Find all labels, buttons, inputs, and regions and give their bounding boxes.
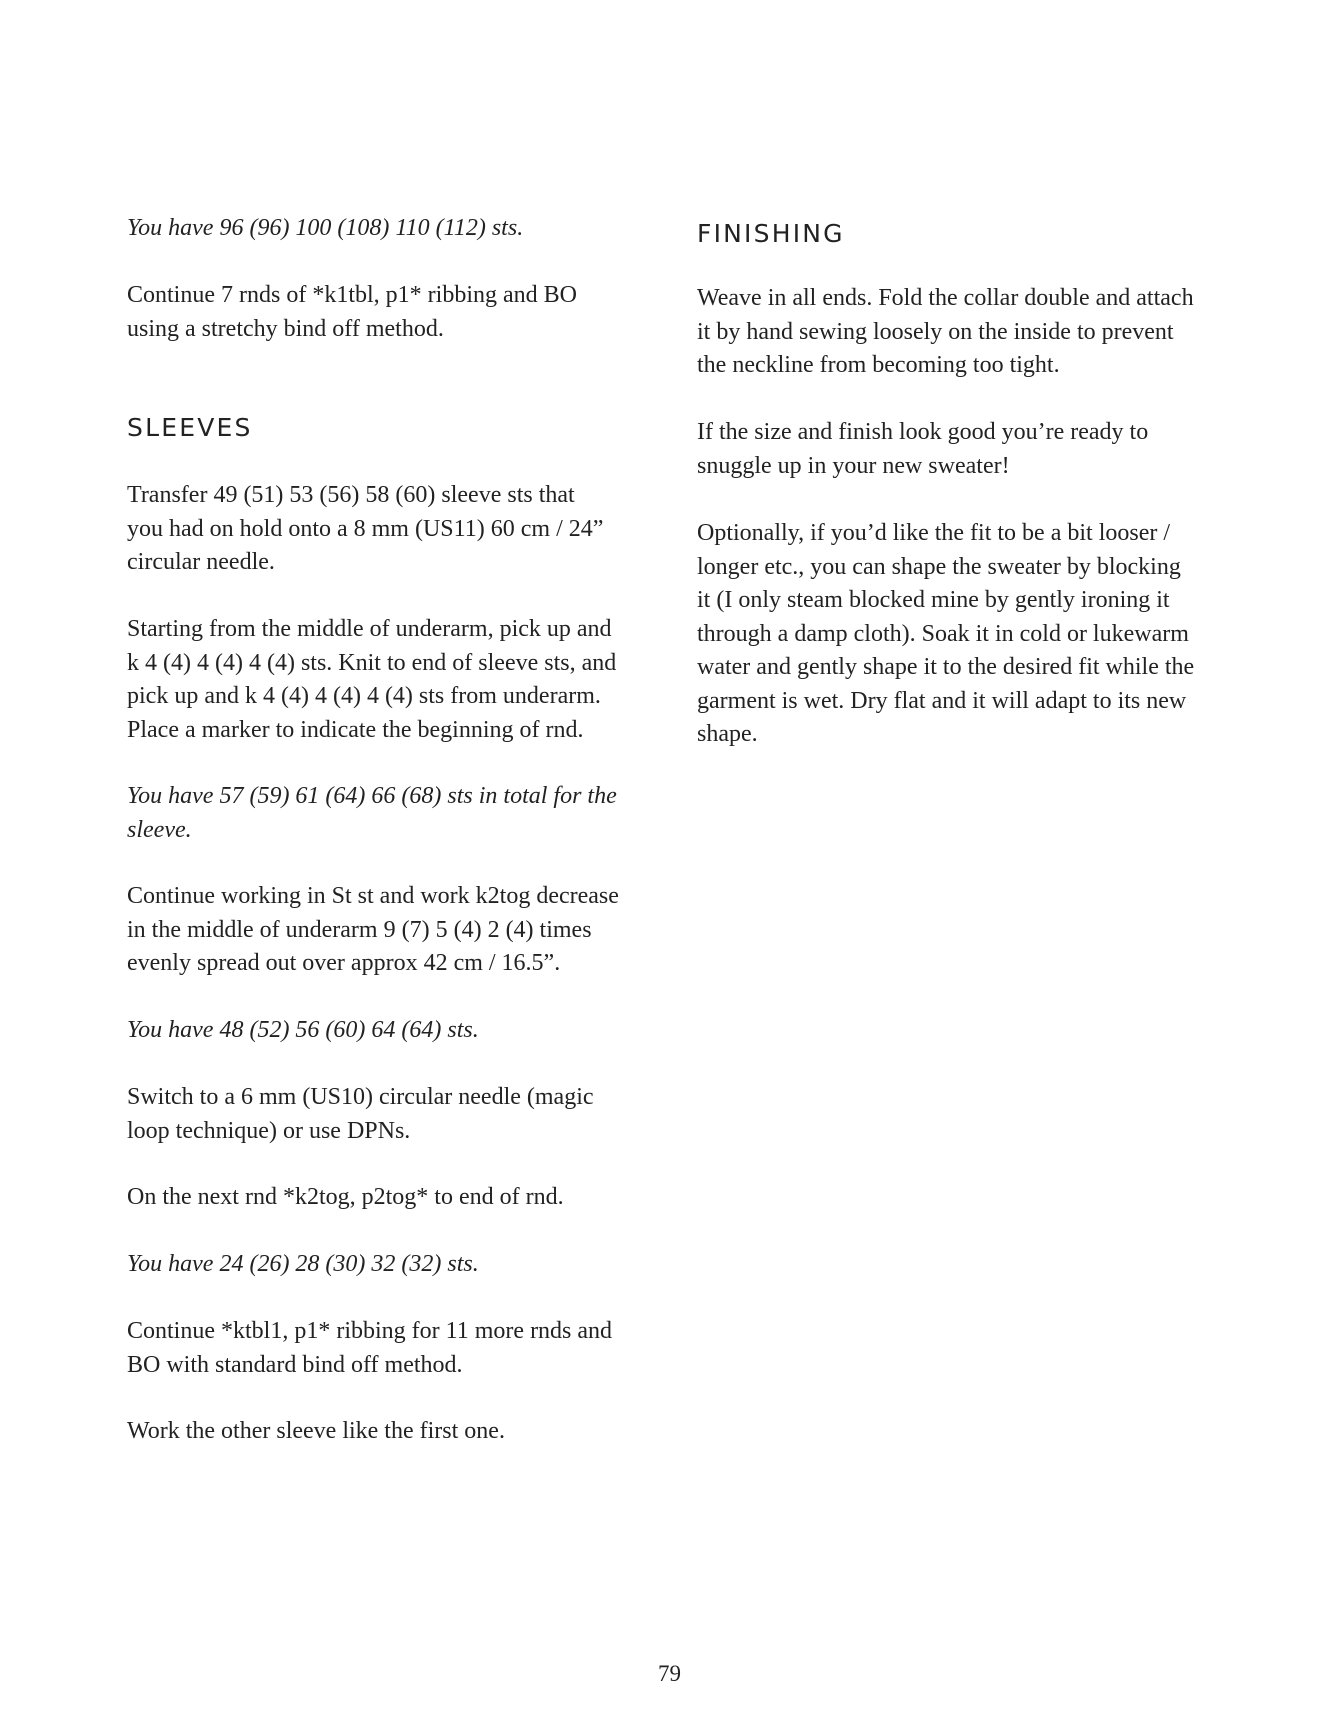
text-line: through a damp cloth). Soak it in cold or lukewarm xyxy=(697,620,1189,647)
text-line: If the size and finish look good you’re ready to xyxy=(697,419,1149,445)
text-line: Continue working in St st and work k2tog decrease xyxy=(127,883,619,909)
text-line: in the middle of underarm 9 (7) 5 (4) 2 (4) times xyxy=(127,916,592,943)
needle-switch-instruction xyxy=(127,1081,657,1148)
decrease-instruction xyxy=(127,880,657,981)
text-line: it by hand sewing loosely on the inside to prevent xyxy=(697,318,1174,345)
stitch-count-after-decrease xyxy=(127,1014,657,1048)
cuff-ribbing-instruction xyxy=(127,1315,657,1382)
text-line: Work the other sleeve like the first one. xyxy=(127,1418,505,1444)
text-line: it (I only steam blocked mine by gently ironing it xyxy=(697,587,1170,613)
text-line: Transfer 49 (51) 53 (56) 58 (60) sleeve sts that xyxy=(127,482,575,508)
ready-text xyxy=(697,416,1227,483)
text-line: Place a marker to indicate the beginning of rnd. xyxy=(127,716,584,743)
text-line: Weave in all ends. Fold the collar double and attach xyxy=(697,285,1194,311)
text-line: loop technique) or use DPNs. xyxy=(127,1117,411,1144)
text-line: You have 48 (52) 56 (60) 64 (64) sts. xyxy=(127,1017,479,1043)
text-line: using a stretchy bind off method. xyxy=(127,315,444,342)
text-line: Optionally, if you’d like the fit to be a bit looser / xyxy=(697,520,1171,546)
text-line: Starting from the middle of underarm, pick up and xyxy=(127,616,612,642)
text-line: snuggle up in your new sweater! xyxy=(697,452,1010,479)
text-line: BO with standard bind off method. xyxy=(127,1351,463,1378)
text-line: the neckline from becoming too tight. xyxy=(697,352,1060,378)
text-line: sleeve. xyxy=(127,816,192,843)
transfer-sts-instruction xyxy=(127,479,657,580)
text-line: Switch to a 6 mm (US10) circular needle (magic xyxy=(127,1084,594,1110)
other-sleeve-instruction xyxy=(127,1415,657,1449)
text-line: k 4 (4) 4 (4) 4 (4) sts. Knit to end of sleeve sts, and xyxy=(127,649,617,676)
text-line: evenly spread out over approx 42 cm / 16.5”. xyxy=(127,950,561,976)
text-line: You have 57 (59) 61 (64) 66 (68) sts in total for the xyxy=(127,783,617,809)
collar-finishing-instruction xyxy=(697,282,1227,383)
collar-ribbing-instruction xyxy=(127,279,657,346)
text-line: You have 96 (96) 100 (108) 110 (112) sts. xyxy=(127,215,524,241)
text-line: you had on hold onto a 8 mm (US11) 60 cm / 24” xyxy=(127,515,604,542)
text-line: On the next rnd *k2tog, p2tog* to end of rnd. xyxy=(127,1184,564,1210)
stitch-count-body xyxy=(127,212,657,246)
finishing-heading: FINISHING xyxy=(697,219,845,248)
text-line: You have 24 (26) 28 (30) 32 (32) sts. xyxy=(127,1251,479,1277)
text-line: water and gently shape it to the desired fit while the xyxy=(697,654,1195,680)
text-line: shape. xyxy=(697,721,758,747)
page-number: 79 xyxy=(658,1661,681,1686)
text-line: garment is wet. Dry flat and it will adapt to its new xyxy=(697,687,1187,714)
pick-up-instruction xyxy=(127,613,657,747)
stitch-count-sleeve-total xyxy=(127,780,657,847)
next-rnd-instruction xyxy=(127,1181,657,1215)
blocking-instruction xyxy=(697,517,1227,752)
text-line: Continue 7 rnds of *k1tbl, p1* ribbing and BO xyxy=(127,282,577,308)
sleeves-heading: SLEEVES xyxy=(127,413,253,442)
text-line: Continue *ktbl1, p1* ribbing for 11 more rnds and xyxy=(127,1318,613,1344)
text-line: longer etc., you can shape the sweater by blocking xyxy=(697,553,1181,580)
text-line: pick up and k 4 (4) 4 (4) 4 (4) sts from underarm. xyxy=(127,683,601,709)
text-line: circular needle. xyxy=(127,549,275,575)
stitch-count-cuff xyxy=(127,1248,657,1282)
